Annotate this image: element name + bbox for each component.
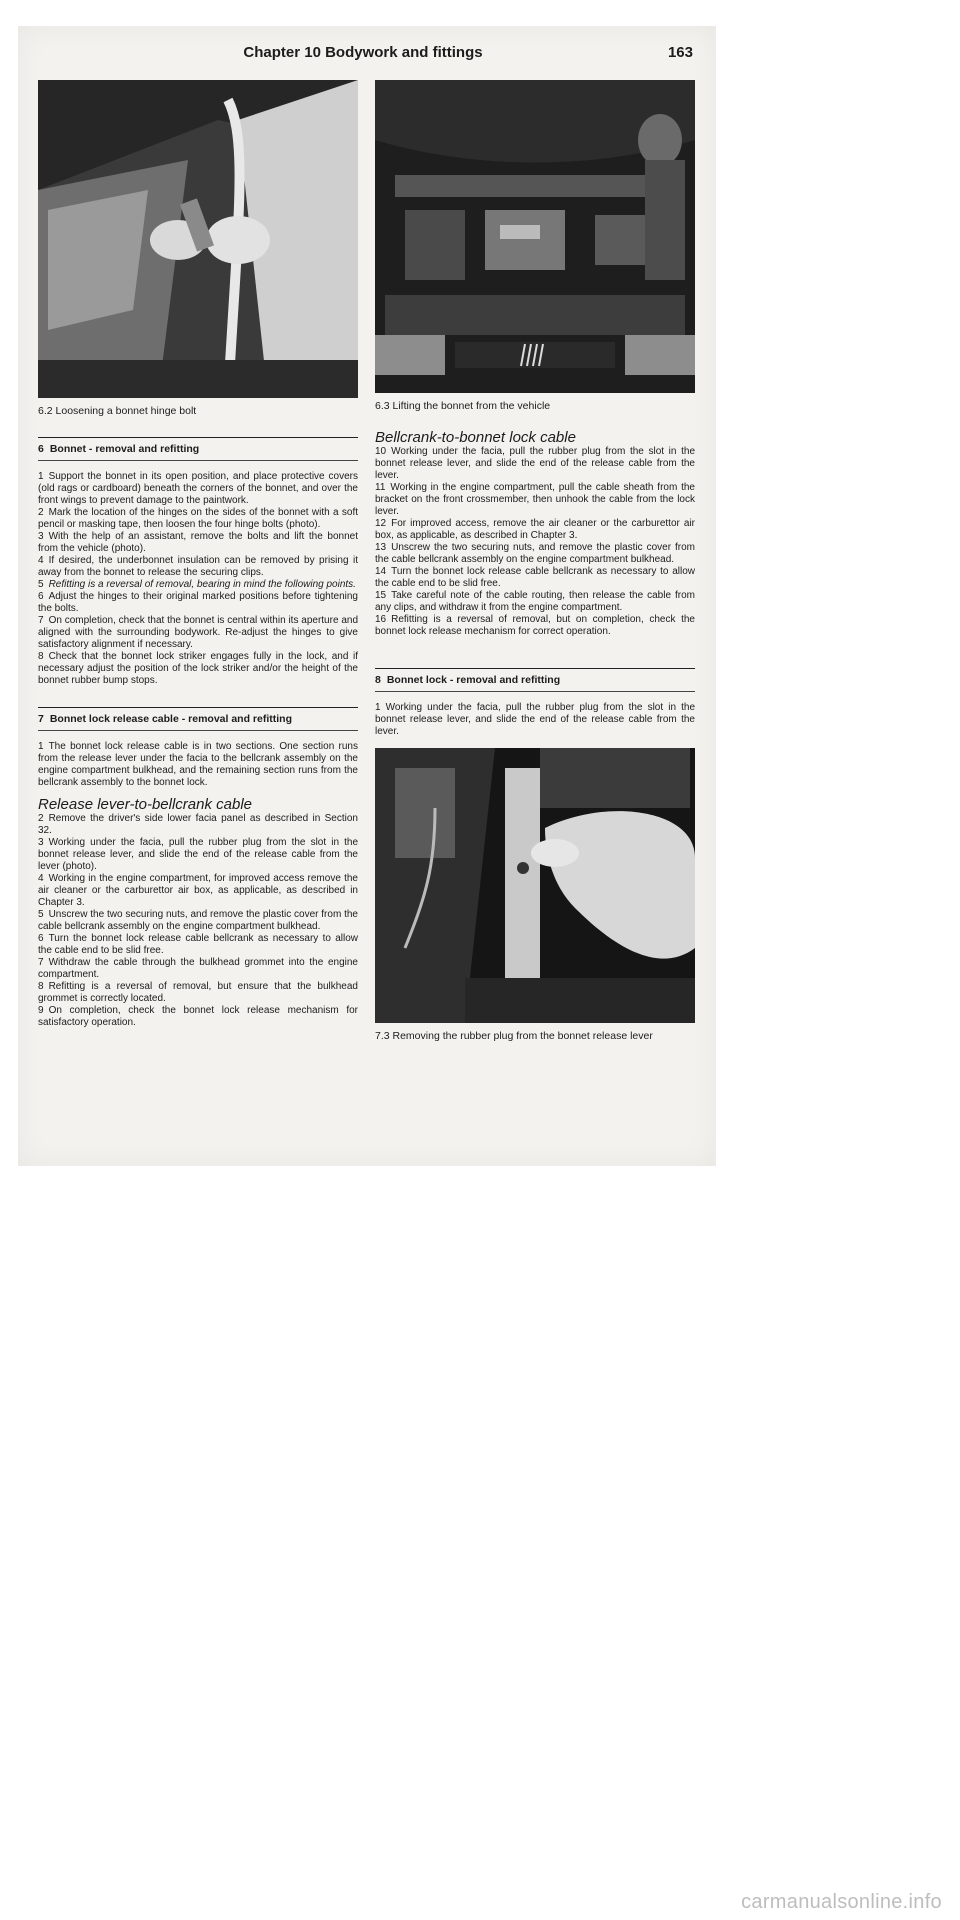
paragraph: 8 Check that the bonnet lock striker engages fully in the lock, and if necessary adjust the position of the lock striker and/or the height of the bonnet rubber bump stops.: [38, 651, 358, 686]
section-heading: [375, 668, 695, 692]
paragraph: 3 With the help of an assistant, remove the bolts and lift the bonnet from the vehicle (photo).: [38, 531, 358, 554]
section-title: Bonnet lock - removal and refitting: [386, 674, 561, 686]
release-lever-illustration: [375, 748, 695, 1023]
left-column: [38, 80, 358, 1029]
paragraph: 5 Refitting is a reversal of removal, bearing in mind the following points.: [38, 579, 356, 590]
paragraph: 1 The bonnet lock release cable is in two sections. One section runs from the release lever under the facia to the bellcrank assembly on the engine compartment bulkhead, and the remaining section runs from the bellcrank assembly to the bonnet lock.: [38, 741, 358, 788]
paragraph: 6 Adjust the hinges to their original marked positions before tightening the bolts.: [38, 591, 358, 614]
paragraph: 1 Support the bonnet in its open position, and place protective covers (old rags or cardboard) beneath the corners of the bonnet, and over the front wings to prevent damage to the paintwork.: [38, 471, 358, 506]
paragraph: 8 Refitting is a reversal of removal, but ensure that the bulkhead grommet is correctly located.: [38, 981, 358, 1004]
paragraph: 3 Working under the facia, pull the rubber plug from the slot in the bonnet release lever, and slide the end of the release cable from the lever (photo).: [38, 837, 358, 872]
engine-bay-illustration: [375, 80, 695, 393]
chapter-title: Chapter 10 Bodywork and fittings: [243, 44, 483, 61]
section-number: 6: [38, 443, 44, 455]
subheading: Bellcrank-to-bonnet lock cable: [375, 429, 576, 446]
paragraph: 4 Working in the engine compartment, for improved access remove the air cleaner or the carburettor air box, as applicable, as described in Chapter 3.: [38, 873, 358, 908]
section-heading: [38, 707, 358, 731]
paragraph: 13 Unscrew the two securing nuts, and remove the plastic cover from the cable bellcrank assembly on the engine compartment bulkhead.: [375, 542, 695, 565]
paragraph: 2 Remove the driver's side lower facia panel as described in Section 32.: [38, 813, 358, 836]
paragraph: 1 Working under the facia, pull the rubber plug from the slot in the bonnet release lever, and slide the end of the release cable from the lever.: [375, 702, 695, 737]
paragraph: 11 Working in the engine compartment, pull the cable sheath from the bracket on the front crossmember, then unhook the cable from the lock lever.: [375, 482, 695, 517]
paragraph: 6 Turn the bonnet lock release cable bellcrank as necessary to allow the cable end to be slid free.: [38, 933, 358, 956]
paragraph: 5 Unscrew the two securing nuts, and remove the plastic cover from the cable bellcrank assembly on the engine compartment bulkhead.: [38, 909, 358, 932]
photo-caption: 7.3 Removing the rubber plug from the bonnet release lever: [375, 1030, 653, 1042]
section-title: Bonnet lock release cable - removal and refitting: [49, 713, 292, 725]
right-column: [375, 80, 695, 1042]
hinge-bolt-illustration: [38, 80, 358, 398]
paragraph: 2 Mark the location of the hinges on the sides of the bonnet with a soft pencil or masking tape, then loosen the four hinge bolts (photo).: [38, 507, 358, 530]
paragraph: 9 On completion, check the bonnet lock release mechanism for satisfactory operation.: [38, 1005, 358, 1028]
photo-caption: 6.3 Lifting the bonnet from the vehicle: [375, 400, 551, 412]
page-header: [33, 44, 693, 66]
photo-hinge-bolt: [38, 80, 358, 398]
paragraph: 10 Working under the facia, pull the rubber plug from the slot in the bonnet release lever, and slide the end of the release cable from the lever.: [375, 446, 695, 481]
paragraph: 16 Refitting is a reversal of removal, but on completion, check the bonnet lock release mechanism for correct operation.: [375, 614, 695, 637]
page-number: 163: [667, 44, 693, 61]
subheading: Release lever-to-bellcrank cable: [38, 796, 252, 813]
paragraph: 7 On completion, check that the bonnet is central within its aperture and aligned with the surrounding bodywork. Re-adjust the hinges to give satisfactory alignment if necessary.: [38, 615, 358, 650]
watermark: carmanualsonline.info: [741, 1891, 942, 1913]
photo-caption: 6.2 Loosening a bonnet hinge bolt: [38, 405, 197, 417]
photo-release-lever: [375, 748, 695, 1023]
photo-lifting-bonnet: [375, 80, 695, 393]
section-heading: [38, 437, 358, 461]
section-number: 7: [38, 713, 44, 725]
paragraph: 7 Withdraw the cable through the bulkhead grommet into the engine compartment.: [38, 957, 358, 980]
section-title: Bonnet - removal and refitting: [49, 443, 200, 455]
section-number: 8: [375, 674, 381, 686]
paragraph: 12 For improved access, remove the air cleaner or the carburettor air box, as applicable, as described in Chapter 3.: [375, 518, 695, 541]
paragraph: 14 Turn the bonnet lock release cable bellcrank as necessary to allow the cable end to be slid free.: [375, 566, 695, 589]
paragraph: 15 Take careful note of the cable routing, then release the cable from any clips, and withdraw it from the engine compartment.: [375, 590, 695, 613]
paragraph: 4 If desired, the underbonnet insulation can be removed by prising it away from the bonnet to release the securing clips.: [38, 555, 358, 578]
